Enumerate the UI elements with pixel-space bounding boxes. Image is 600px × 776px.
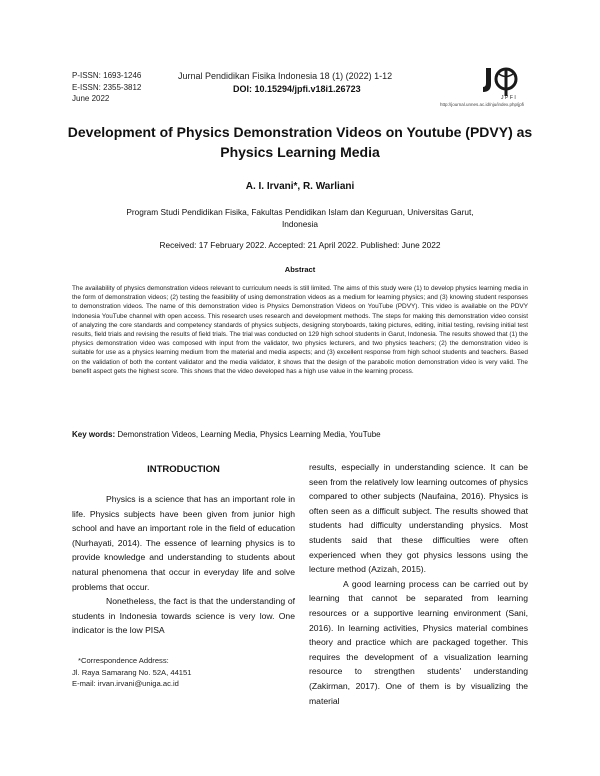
footnote-label: *Correspondence Address: [78,656,169,665]
issn-block [72,70,141,105]
abstract-heading: Abstract [284,265,316,274]
keywords [72,430,528,439]
intro-paragraph-1: Physics is a science that has an important role in life. Physics subjects have been given from junior high school and have an important role in the field of education (Nurhayati, 2014). The essence of learning physics is to provide knowledge and understanding to students about natural phenomena that occur in everyday life and solve problems that occur. [72,494,295,592]
authors: A. I. Irvani*, R. Warliani [245,181,355,192]
svg-text:JPFI: JPFI [501,95,518,100]
correspondence-footnote [72,655,295,690]
issue-date: June 2022 [72,94,110,103]
intro-paragraph-2: Nonetheless, the fact is that the understanding of students in Indonesia towards science is very low. One indicator is the low PISA [72,596,295,636]
keywords-text: Demonstration Videos, Learning Media, Physics Learning Media, YouTube [117,430,381,439]
jpfi-logo-icon [479,66,523,100]
abstract-text: The availability of physics demonstration videos relevant to curriculum needs is still limited. The aims of this study were (1) to develop physics learning media in the form of demonstration videos; (2) testing the feasibility of using demonstration videos as a medium for learning physics; and (3) knowing student responses to demonstration videos. The name of this demonstration video is Physics Demonstration Videos on YouTube (PDVY). This video is available on the PDVY Indonesia YouTube channel with open access. This research uses research and development methods. The steps for making this demonstration video consist of analyzing the core standards and competency standards of physics subjects, designing storyboards, taking pictures, editing, initial testing, revising initial test results, field trials and revising the results of field trials. The trial was conducted on 129 high school students in Garut, Indonesia. The results showed that (1) the physics demonstration video was composed with input from the validator, two physics lecturers, and two physics teachers; (2) the demonstration video is suitable for use as a physics learning medium from the material and media aspects; and (3) excellent response from high school students and teachers. Based on the validation of both the content validator and the media validator, it shows that the design of the parabolic motion demonstration video is very valid. The benefit aspect gets the highest score. This shows that the video developed has a high use value in the learning process. [72,285,528,375]
left-column [72,492,295,638]
jpfi-logo [479,66,523,100]
intro-paragraph-3: results, especially in understanding science. It can be seen from the relatively low learning outcomes of physics compared to other subjects (Naufaina, 2016). Physics is often seen as a difficult subject. The results showed that students had difficulty understanding physics. Most students said that these difficulties were often experienced when they got physics lessons using the lecture method (Azizah, 2015). [309,462,528,575]
journal-url[interactable]: http://journal.unnes.ac.id/nju/index.php/jpfi [440,102,525,107]
paper-title: Development of Physics Demonstration Videos on Youtube (PDVY) as Physics Learning Media [67,124,533,160]
right-column [309,460,528,708]
intro-paragraph-4: A good learning process can be carried out by learning that cannot be separated from learning resources or a supportive learning environment (Sani, 2016). In learning activities, Physics material combines theory and practice which are packaged together. This requires the development of a visualization learning resource to strengthen students' understanding (Zakirman, 2017). One of them is by visualizing the material [309,578,528,706]
issn-online: E-ISSN: 2355-3812 [72,82,142,92]
footnote-address: Jl. Raya Samarang No. 52A, 44151 [72,667,192,677]
introduction-heading: INTRODUCTION [147,464,220,475]
issn-print: P-ISSN: 1693-1246 [72,71,142,80]
doi[interactable]: DOI: 10.15294/jpfi.v18i1.26723 [233,84,361,94]
footnote-email: E-mail: irvan.irvani@uniga.ac.id [72,679,179,688]
affiliation: Program Studi Pendidikan Fisika, Fakultas Pendidikan Islam dan Keguruan, Universitas Garut, Indonesia [126,207,474,229]
publication-dates: Received: 17 February 2022. Accepted: 21 April 2022. Published: June 2022 [159,240,441,250]
journal-name: Jurnal Pendidikan Fisika Indonesia 18 (1) (2022) 1-12 [178,71,393,81]
keywords-label: Key words: [72,430,116,439]
